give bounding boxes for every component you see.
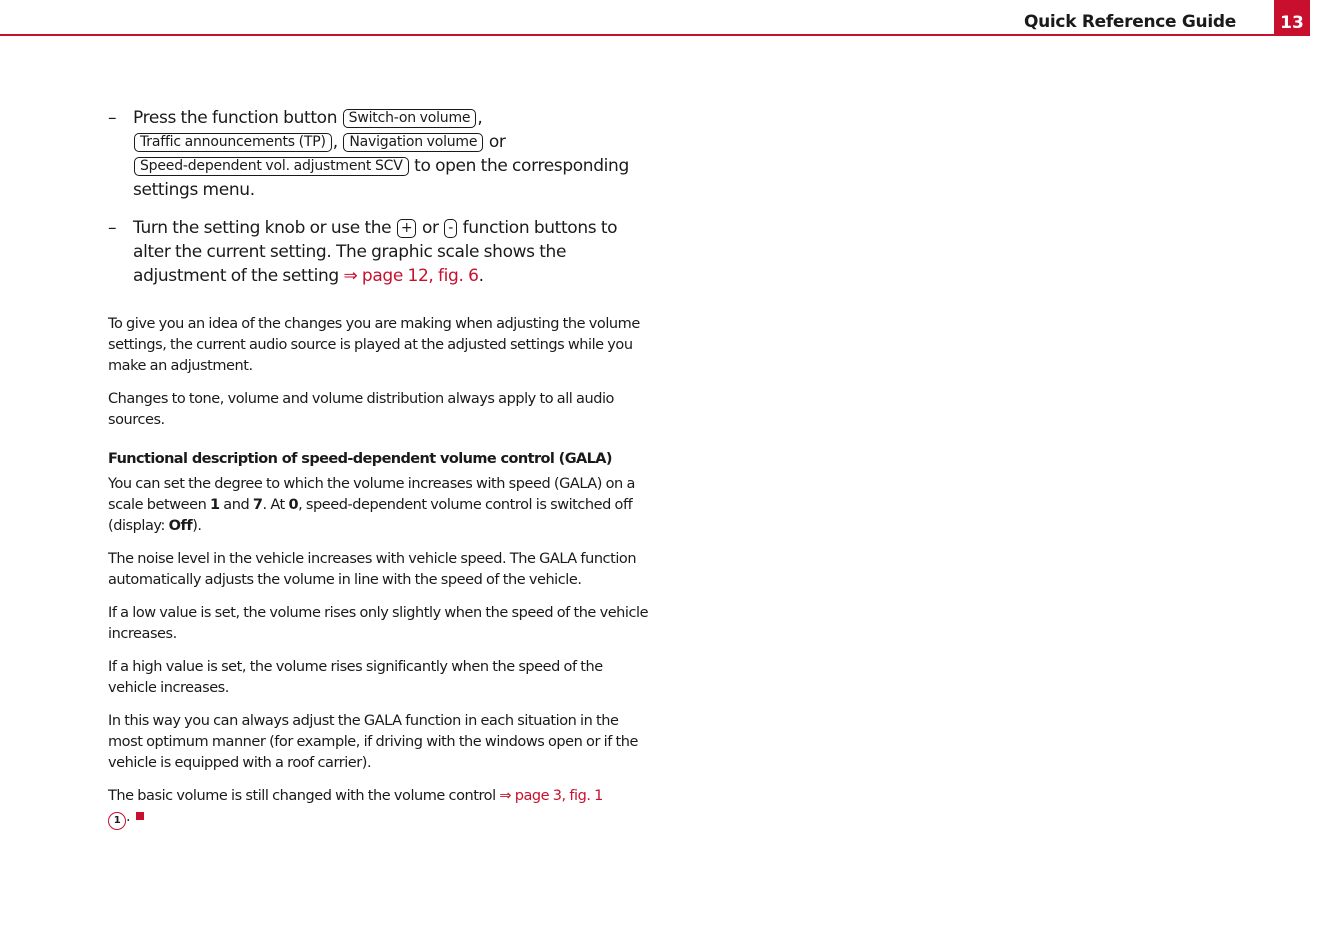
text: and: [219, 497, 253, 513]
step-text: Press the function button: [133, 108, 342, 128]
function-button-label: Speed-dependent vol. adjustment SCV: [134, 157, 409, 176]
function-button-label: Navigation volume: [343, 133, 483, 152]
text: ).: [192, 518, 202, 534]
page-reference-link[interactable]: ⇒ page 3, fig. 1: [499, 788, 603, 804]
step-text: .: [478, 266, 484, 286]
display-off: Off: [168, 518, 193, 534]
text: The basic volume is still changed with the volume control: [108, 788, 500, 804]
step-dash: –: [108, 218, 117, 238]
body-paragraph: [108, 786, 653, 830]
section-end-icon: [136, 812, 144, 820]
page-title: Quick Reference Guide: [1023, 12, 1236, 32]
body-paragraph: In this way you can always adjust the GALA function in each situation in the most optimum manner (for example, if driving with the windows open or if the vehicle is equipped with a roof carrier).: [108, 713, 638, 771]
body-paragraph: If a high value is set, the volume rises significantly when the speed of the vehicle increases.: [108, 659, 603, 696]
body-paragraph: If a low value is set, the volume rises only slightly when the speed of the vehicle increases.: [108, 605, 649, 642]
step-text: or: [417, 218, 444, 238]
value-zero: 0: [288, 497, 299, 513]
body-paragraph: [108, 474, 653, 537]
minus-button-label: -: [444, 219, 457, 238]
page-reference-link[interactable]: ⇒ page 12, fig. 6: [343, 266, 479, 286]
text: , speed-dependent volume control is switched off (display:: [108, 497, 633, 534]
separator: ,: [332, 132, 343, 152]
step-text: Turn the setting knob or use the: [133, 218, 396, 238]
text: .: [126, 809, 131, 825]
value-min: 1: [209, 497, 220, 513]
step-dash: –: [108, 108, 117, 128]
body-paragraph: To give you an idea of the changes you are making when adjusting the volume settings, the current audio source is played at the adjusted settings while you make an adjustment.: [108, 316, 640, 374]
step-text: function buttons to alter the current setting. The graphic scale shows the adjustment of the setting: [133, 218, 618, 286]
callout-number-icon: 1: [108, 812, 126, 830]
separator: ,: [477, 108, 483, 128]
header-rule: [0, 34, 1310, 36]
function-button-label: Traffic announcements (TP): [134, 133, 332, 152]
section-heading: Functional description of speed-dependent volume control (GALA): [108, 451, 612, 467]
main-content: [108, 106, 653, 842]
instruction-step: [108, 106, 653, 202]
function-button-label: Switch-on volume: [343, 109, 477, 128]
value-max: 7: [252, 497, 263, 513]
page-number: 13: [1274, 0, 1310, 36]
step-text: to open the corresponding settings menu.: [133, 156, 629, 200]
body-paragraph: Changes to tone, volume and volume distribution always apply to all audio sources.: [108, 391, 614, 428]
separator: or: [484, 132, 506, 152]
instruction-step: [108, 216, 653, 288]
text: . At: [262, 497, 289, 513]
plus-button-label: +: [397, 219, 417, 238]
body-paragraph: The noise level in the vehicle increases with vehicle speed. The GALA function automatically adjusts the volume in line with the speed of the vehicle.: [108, 551, 637, 588]
text: You can set the degree to which the volume increases with speed (GALA) on a scale between: [108, 476, 635, 513]
